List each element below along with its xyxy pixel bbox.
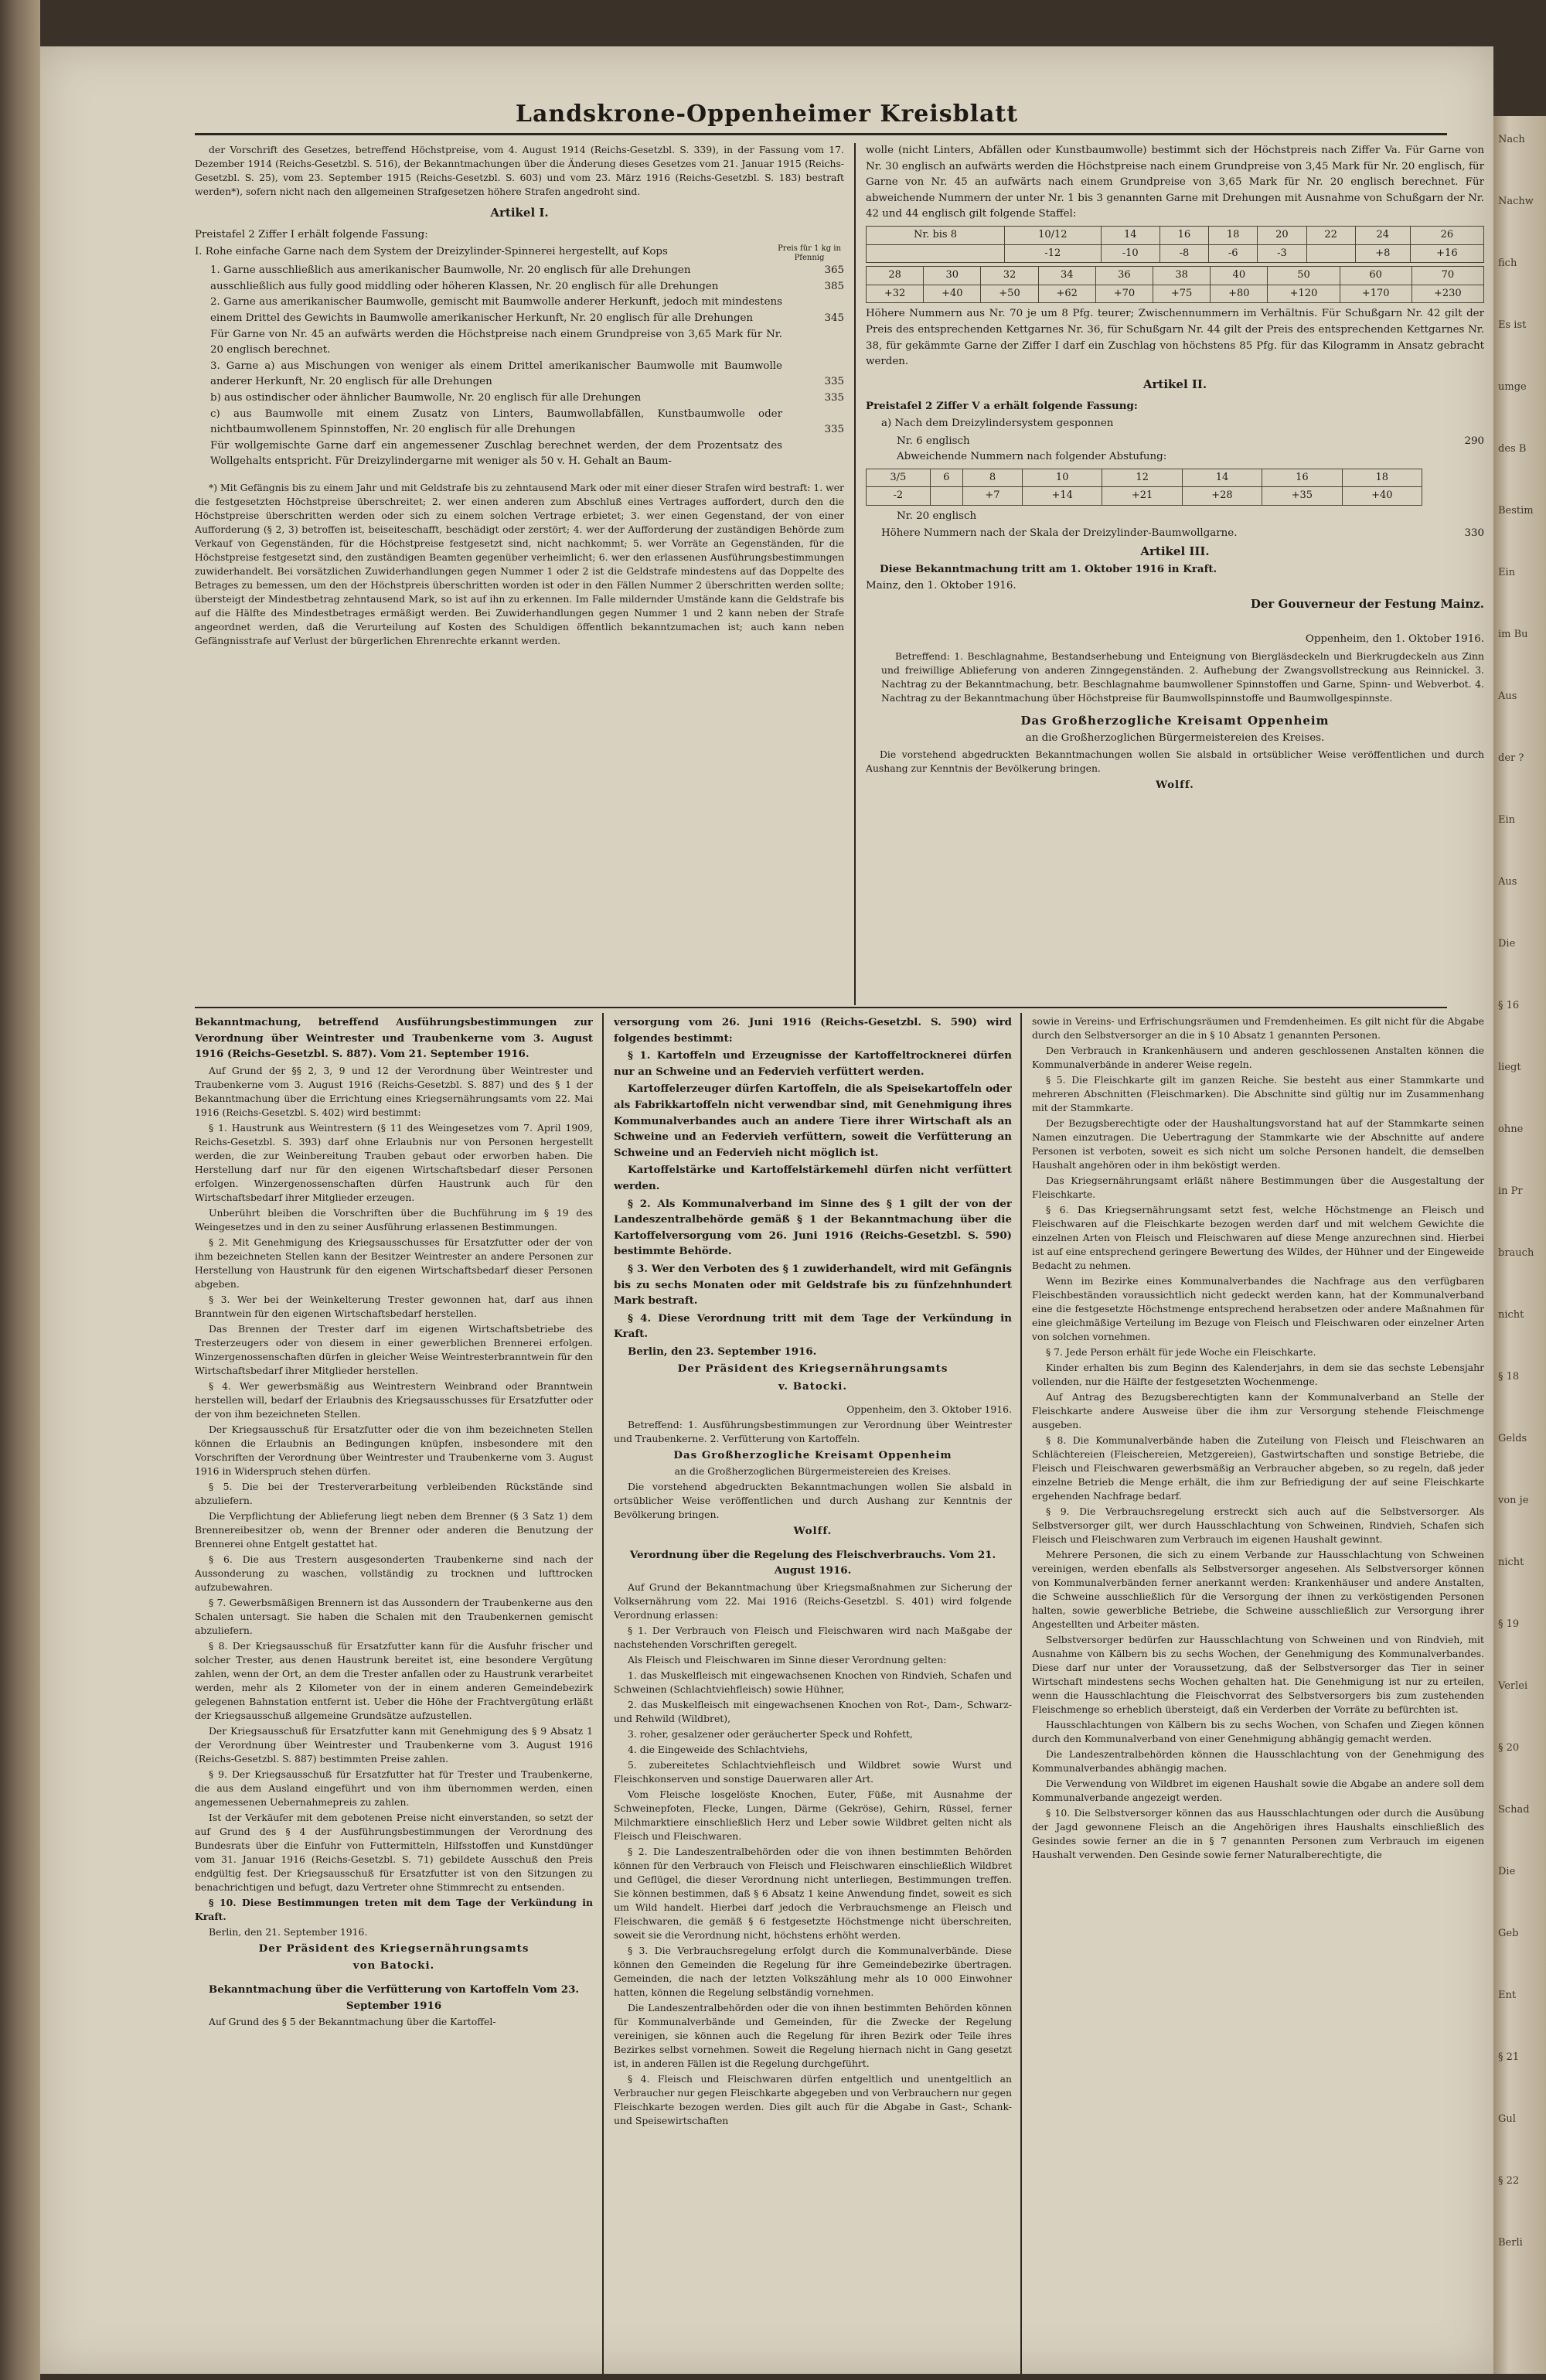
table-cell: 18 — [1209, 226, 1258, 244]
edge-text-line: Gelds — [1498, 1433, 1527, 1444]
edge-text-line: Die — [1498, 1866, 1516, 1877]
table-cell: +8 — [1355, 244, 1410, 263]
paragraph: § 10. Die Selbstversorger können das aus Hausschlachtungen oder durch die Ausübung der Jagd gewonnene Fleisch an die Angehörigen ihres Haushalts einschließlich des Gesindes sowie ferner an die in § 7 genannten Personen zum Verbrauch im eigenen Haushalt verwenden. Den Gesinde sowie ferner Naturalberechtigte, die — [1032, 1807, 1484, 1860]
paragraph: § 9. Der Kriegsausschuß für Ersatzfutter hat für Trester und Traubenkerne, die aus dem Ausland eingeführt und von ihm übernommen werden, einen angemessenen Uebernahmepreis zu zahlen. — [195, 1768, 593, 1808]
price-item-value: 335 — [824, 391, 844, 404]
table-cell: 20 — [1258, 226, 1306, 244]
paragraph: Hausschlachtungen von Kälbern bis zu sechs Wochen, von Schafen und Ziegen können durch den Kommunalverband von einer Genehmigung abhängig gemacht werden. — [1032, 1719, 1484, 1744]
tafel-a: a) Nach dem Dreizylindersystem gesponnen — [881, 417, 1114, 429]
edge-text-line: von je — [1498, 1495, 1529, 1506]
signature: von Batocki. — [352, 1959, 435, 1973]
date-line: Mainz, den 1. Oktober 1916. — [866, 580, 1016, 592]
price-item-text: ausschließlich aus fully good middling oder höheren Klassen, Nr. 20 englisch für alle Drehungen — [210, 280, 719, 292]
table-cell: +16 — [1410, 244, 1483, 263]
bottom-column-2 — [614, 1014, 1012, 2368]
edge-text-line: Nachw — [1498, 196, 1534, 207]
paragraph: Kartoffelerzeuger dürfen Kartoffeln, die als Speisekartoffeln oder als Fabrikkartoffeln nicht verwendbar sind, mit Genehmigung ihres Kommunalverbandes auch an andere Tiere ihrer Wirtschaft als an Schweine und an Federvieh verfüttern, soweit die Verfütterung an Schweine und an Federvieh nicht möglich ist. — [614, 1083, 1012, 1159]
intro-text: wolle (nicht Linters, Abfällen oder Kunstbaumwolle) bestimmt sich der Höchstpreis nach Ziffer Va. Für Garne von Nr. 30 englisch an aufwärts werden die Höchstpreise nach einem Grundpreise von 3,45 Mark für Nr. 20 englisch, für Garne von Nr. 45 an aufwärts nach einem Grundpreise von 3,65 Mark für Nr. 20 englisch berechnet. Für abweichende Nummern der unter Nr. 1 bis 3 genannten Garne mit Drehungen mit Ausnahme von Schußgarn der Nr. 42 und 44 englisch gilt folgende Staffel: — [866, 145, 1484, 220]
table-cell: 28 — [867, 267, 924, 285]
price-item-text: c) aus Baumwolle mit einem Zusatz von Linters, Baumwollabfällen, Kunstbaumwolle oder nichtbaumwollenem Spinnstoffen, Nr. 20 englisch für alle Drehungen — [210, 407, 782, 436]
paragraph: 3. roher, gesalzener oder geräucherter Speck und Rohfett, — [628, 1728, 913, 1741]
paragraph: Kinder erhalten bis zum Beginn des Kalenderjahrs, in dem sie das sechste Lebensjahr vollenden, nur die Hälfte der festgesetzten Wochenmenge. — [1032, 1362, 1484, 1387]
table-cell: +70 — [1095, 285, 1153, 303]
table-cell: -8 — [1160, 244, 1208, 263]
edge-text-line: Gul — [1498, 2113, 1516, 2125]
price-item-text: b) aus ostindischer oder ähnlicher Baumwolle, Nr. 20 englisch für alle Drehungen — [210, 391, 642, 404]
paragraph: 1. das Muskelfleisch mit eingewachsenen Knochen von Rindvieh, Schafen und Schweinen (Schlachtviehfleisch) sowie Hühner, — [614, 1669, 1012, 1696]
price-item-value: 385 — [824, 280, 844, 292]
table-cell: 14 — [1182, 469, 1262, 487]
paragraph: § 8. Der Kriegsausschuß für Ersatzfutter kann für die Ausfuhr frischer und solcher Trester, aus denen Haustrunk bereitet ist, eine besondere Vergütung zahlen, wenn der Ort, an dem die Trester anfallen oder zu Haustrunk verarbeitet werden, mehr als 2 Kilometer von der in einem anderen Gemeindebezirk gelegenen Bahnstation entfernt ist. Ueber die Höhe der Frachtvergütung erläßt der Kriegsausschuß allgemeine Grundsätze aufzustellen. — [195, 1639, 593, 1721]
table-cell — [867, 244, 1005, 263]
edge-text-line: § 16 — [1498, 1000, 1520, 1011]
paragraph: Das Kriegsernährungsamt erläßt nähere Bestimmungen über die Ausgestaltung der Fleischkarte. — [1032, 1175, 1484, 1200]
table-cell: +14 — [1023, 487, 1102, 506]
artikel-heading: Artikel I. — [490, 206, 549, 220]
paragraph: § 7. Jede Person erhält für jede Woche ein Fleischkarte. — [1046, 1346, 1316, 1358]
table-cell: +35 — [1262, 487, 1342, 506]
price-item-value: 335 — [824, 424, 844, 436]
paragraph: 5. zubereitetes Schlachtviehfleisch und Wildbret sowie Wurst und Fleischkonserven und sonstige Dauerwaren aller Art. — [614, 1759, 1012, 1785]
paragraph: § 9. Die Verbrauchsregelung erstreckt sich auch auf die Selbstversorger. Als Selbstversorger gilt, wer durch Hausschlachtung von Schweinen, Rindvieh, Schafen sich Fleisch und Fleischwaren zum Verbrauch im eigenen Haushalt gewinnt. — [1032, 1505, 1484, 1545]
table-cell: -6 — [1209, 244, 1258, 263]
table-cell: +7 — [962, 487, 1022, 506]
price-item-text: 1. Garne ausschließlich aus amerikanischer Baumwolle, Nr. 20 englisch für alle Drehungen — [210, 264, 691, 277]
paragraph: § 4. Fleisch und Fleischwaren dürfen entgeltlich und unentgeltlich an Verbraucher nur gegen Fleischkarte abgegeben und von Verbrauchern nur gegen Fleischkarte bezogen werden. Dies gilt auch für die Abgabe in Gast-, Schank- und Speisewirtschaften — [614, 2073, 1012, 2127]
edge-text-line: Ent — [1498, 1990, 1517, 2001]
edge-text-line: Verlei — [1498, 1680, 1528, 1692]
betreff-text: Betreffend: 1. Ausführungsbestimmungen zur Verordnung über Weintrester und Traubenkerne. 2. Verfütterung von Kartoffeln. — [614, 1418, 1012, 1444]
edge-text-line: des B — [1498, 443, 1527, 455]
paragraph: § 5. Die bei der Tresterverarbeitung verbleibenden Rückstände sind abzuliefern. — [195, 1480, 593, 1506]
table-cell: -10 — [1101, 244, 1160, 263]
table-cell: 14 — [1101, 226, 1160, 244]
paragraph: § 2. Als Kommunalverband im Sinne des § 1 gilt der von der Landeszentralbehörde gemäß § 1 der Bekanntmachung über die Kartoffelversorgung vom 26. Juni 1916 (Reichs-Gesetzbl. S. 590) bestimmte Behörde. — [614, 1197, 1012, 1258]
signature: Wolff. — [793, 1525, 833, 1538]
table-cell: 60 — [1340, 267, 1411, 285]
tafel-text: Preistafel 2 Ziffer V a erhält folgende Fassung: — [866, 400, 1138, 413]
paragraph: Unberührt bleiben die Vorschriften über die Buchführung im § 19 des Weingesetzes und in den zu seiner Ausführung erlassenen Bestimmungen. — [195, 1206, 593, 1233]
price-item — [195, 438, 844, 470]
paragraph: Der Bezugsberechtigte oder der Haushaltungsvorstand hat auf der Stammkarte seinen Namen einzutragen. Die Uebertragung der Stammkarte wie der Abschnitte auf andere Personen ist verboten, soweit es sich nicht um solche Personen handelt, die demselben Haushalt angehören oder in ihm beköstigt werden. — [1032, 1117, 1484, 1171]
table-row — [867, 226, 1484, 244]
authority-signature: Der Präsident des Kriegsernährungsamts — [677, 1362, 948, 1376]
edge-text-line: Aus — [1498, 876, 1517, 888]
tafel-b-row — [866, 434, 1484, 450]
paragraph: Die Verpflichtung der Ablieferung liegt neben dem Brenner (§ 3 Satz 1) dem Brennereibesitzer ob, wenn der Brenner oder anderen die Benutzung der Brennerei ohne Entgelt gestattet hat. — [195, 1509, 593, 1550]
paragraph: Die Landeszentralbehörden können die Hausschlachtung von der Genehmigung des Kommunalverbandes abhängig machen. — [1032, 1748, 1484, 1774]
inkraft-text: Diese Bekanntmachung tritt am 1. Oktober 1916 in Kraft. — [880, 562, 1217, 575]
edge-text-line: Es ist — [1498, 319, 1527, 331]
price-item — [195, 390, 844, 407]
edge-text-line: brauch — [1498, 1247, 1534, 1259]
edge-text-line: § 20 — [1498, 1742, 1520, 1754]
table-cell — [930, 487, 962, 506]
price-item-value: 345 — [824, 312, 844, 324]
price-item — [195, 407, 844, 438]
edge-text-line: in Pr — [1498, 1185, 1523, 1197]
table-cell: 32 — [981, 267, 1038, 285]
signature: v. Batocki. — [778, 1380, 848, 1393]
intro-text: versorgung vom 26. Juni 1916 (Reichs-Gesetzbl. S. 590) wird folgendes bestimmt: — [614, 1016, 1012, 1045]
edge-text-line: Ein — [1498, 567, 1516, 578]
price-item-value: 365 — [824, 264, 844, 277]
paragraph: § 3. Wer den Verboten des § 1 zuwiderhandelt, wird mit Gefängnis bis zu sechs Monaten oder mit Geldstrafe bis zu fünfzehnhundert Mark bestraft. — [614, 1262, 1012, 1308]
paragraph: § 2. Die Landeszentralbehörden oder die von ihnen bestimmten Behörden können für den Verbrauch von Fleisch und Fleischwaren einschließlich Wildbret und Geflügel, die dieser Verordnung nicht unterliegen, Bestimmungen treffen. Sie können bestimmen, daß § 6 Absatz 1 keine Anwendung findet, soweit es sich um Wild handelt. Hierbei darf jedoch die Verbrauchsmenge an Fleisch und Fleischwaren, die gemäß § 6 festgesetzte Höchstmenge nicht überschreiten, soweit sie die Verordnung nicht, höchstens erhöht werden. — [614, 1846, 1012, 1942]
table-cell: +230 — [1411, 285, 1483, 303]
paragraph: Auf Antrag des Bezugsberechtigten kann der Kommunalverband an Stelle der Fleischkarte andere Ausweise über die ihm zur Versorgung stehende Fleischmenge ausgeben. — [1032, 1391, 1484, 1430]
article-title: Bekanntmachung über die Verfütterung von Kartoffeln Vom 23. September 1916 — [208, 1983, 580, 2012]
paragraph: Auf Grund der §§ 2, 3, 9 und 12 der Verordnung über Weintrester und Traubenkerne vom 3. August 1916 (Reichs-Gesetzbl. S. 887) und des § 1 der Bekanntmachung über die Errichtung eines Kriegsernährungsamts vom 22. Mai 1916 (Reichs-Gesetzbl. S. 402) wird bestimmt: — [195, 1064, 593, 1118]
paragraph: Der Kriegsausschuß für Ersatzfutter kann mit Genehmigung des § 9 Absatz 1 der Verordnung über Weintrester und Traubenkerne vom 3. August 1916 (Reichs-Gesetzbl. S. 887) bestimmten Preise zahlen. — [195, 1724, 593, 1765]
table-row — [867, 285, 1484, 303]
edge-text-line: Schad — [1498, 1804, 1530, 1816]
table-cell: 3/5 — [867, 469, 931, 487]
table-cell: 70 — [1411, 267, 1483, 285]
kreisamt-sub: an die Großherzoglichen Bürgermeistereien des Kreises. — [1025, 731, 1325, 744]
article-title: Bekanntmachung, betreffend Ausführungsbestimmungen zur Verordnung über Weintrester und Traubenkerne vom 3. August 1916 (Reichs-Gesetzbl. S. 887). Vom 21. September 1916. — [195, 1016, 593, 1061]
edge-text-line: der ? — [1498, 752, 1524, 764]
table-cell: 36 — [1095, 267, 1153, 285]
bottom-column-3 — [1032, 1014, 1484, 2368]
betreff-text: Betreffend: 1. Beschlagnahme, Bestandserhebung und Enteignung von Biergläsdeckeln und Bierkrugdeckeln aus Zinn und freiwillige Ablieferung von anderen Zinngegenständen. 2. Aufhebung der Zwangsvollstreckung aus Reinnickel. 3. Nachtrag zu der Bekanntmachung, betr. Beschlagnahme baumwollener Spinnstoffen und Garne, Spinn- und Webverbot. 4. Nachtrag zu der Bekanntmachung über Höchstpreise für Baumwollspinnstoffe und Baumwollgespinnste. — [881, 650, 1484, 704]
book-spine — [0, 0, 40, 2380]
tafel-text: Preistafel 2 Ziffer I erhält folgende Fassung: — [195, 228, 428, 240]
edge-text-line: nicht — [1498, 1309, 1524, 1321]
table-cell: 12 — [1102, 469, 1182, 487]
table-cell: 16 — [1160, 226, 1208, 244]
table-cell: -2 — [867, 487, 931, 506]
table-cell: 26 — [1410, 226, 1483, 244]
date-line: Berlin, den 21. September 1916. — [209, 1925, 368, 1938]
table-cell: +170 — [1340, 285, 1411, 303]
table-row — [867, 487, 1422, 506]
paragraph: Auf Grund des § 5 der Bekanntmachung über die Kartoffel- — [209, 2016, 496, 2028]
next-page-edge — [1493, 116, 1546, 2374]
paragraph: § 8. Die Kommunalverbände haben die Zuteilung von Fleisch und Fleischwaren an Schlächtereien (Fleischereien, Metzgereien), Gastwirtschaften und sonstige Betriebe, die Fleisch und Fleischwaren gewerbsmäßig an Verbraucher abgeben, so zu regeln, daß jeder einzelne Betrieb die Menge erhält, die ihm zur Befriedigung der auf seine Fleischkarte ergehenden Nachfrage bedarf. — [1032, 1434, 1484, 1502]
kreisamt-heading: Das Großherzogliche Kreisamt Oppenheim — [1020, 714, 1330, 728]
price-item-text: Für Garne von Nr. 45 an aufwärts werden die Höchstpreise nach einem Grundpreise von 3,65 Mark für Nr. 20 englisch berechnet. — [210, 328, 782, 356]
authority-signature: Der Präsident des Kriegsernährungsamts — [258, 1942, 530, 1955]
artikel-heading: Artikel II. — [1142, 377, 1207, 391]
newspaper-page — [40, 46, 1493, 2374]
roh-text: I. Rohe einfache Garne nach dem System der Dreizylinder-Spinnerei hergestellt, auf Kops — [195, 246, 668, 258]
tafel-d: Nr. 20 englisch — [897, 510, 977, 522]
table-cell: +50 — [981, 285, 1038, 303]
paragraph: § 1. Kartoffeln und Erzeugnisse der Kartoffeltrocknerei dürfen nur an Schweine und an Federvieh verfüttert werden. — [614, 1049, 1012, 1078]
table-cell: +28 — [1182, 487, 1262, 506]
edge-text-line: Nach — [1498, 134, 1525, 145]
table-cell: -3 — [1258, 244, 1306, 263]
paragraph: Wenn im Bezirke eines Kommunalverbandes die Nachfrage aus den verfügbaren Fleischbeständen voraussichtlich nicht gedeckt werden kann, hat der Kommunalverband eine die festgesetzte Höchstmenge entsprechend herabsetzen oder andere Maßnahmen für eine gleichmäßige Verteilung im Bezuge von Fleisch und Fleischwaren oder einzelner Arten von solchen vornehmen. — [1032, 1275, 1484, 1342]
table-cell: +40 — [924, 285, 981, 303]
edge-text-line: fich — [1498, 257, 1517, 269]
top-left-column — [195, 143, 844, 1001]
kreisamt-text: Die vorstehend abgedruckten Bekanntmachungen wollen Sie alsbald in ortsüblicher Weise veröffentlichen und durch Aushang zur Kenntnis der Bevölkerung bringen. — [614, 1481, 1012, 1521]
table-cell: 50 — [1268, 267, 1340, 285]
tafel-b-price: 290 — [1464, 435, 1484, 447]
table-row — [867, 469, 1422, 487]
edge-text-line: Ein — [1498, 814, 1516, 826]
date-line: Oppenheim, den 3. Oktober 1916. — [846, 1403, 1012, 1415]
paragraph: § 10. Diese Bestimmungen treten mit dem Tage der Verkündung in Kraft. — [195, 1896, 593, 1922]
paragraph: Den Verbrauch in Krankenhäusern und anderen geschlossenen Anstalten können die Kommunalverbände in anderer Weise regeln. — [1032, 1045, 1484, 1070]
kreisamt-text: Die vorstehend abgedruckten Bekanntmachungen wollen Sie alsbald in ortsüblicher Weise veröffentlichen und durch Aushang zur Kenntnis der Bevölkerung bringen. — [866, 748, 1484, 775]
paragraph: § 7. Gewerbsmäßigen Brennern ist das Aussondern der Traubenkerne aus den Schalen untersagt. Sie haben die Schalen mit den Traubenkernen gemischt abzuliefern. — [195, 1596, 593, 1636]
table-cell: +21 — [1102, 487, 1182, 506]
paragraph: § 6. Die aus Trestern ausgesonderten Traubenkerne sind nach der Aussonderung zu waschen, vollständig zu trocknen und lufttrocken aufzubewahren. — [195, 1553, 593, 1593]
table-cell: 18 — [1342, 469, 1422, 487]
edge-text-line: Die — [1498, 938, 1516, 950]
price-item — [195, 279, 844, 295]
edge-text-line: Aus — [1498, 690, 1517, 702]
paragraph: § 5. Die Fleischkarte gilt im ganzen Reiche. Sie besteht aus einer Stammkarte und mehreren Abschnitten (Fleischmarken). Die Abschnitte sind gültig nur im Zusammenhang mit der Stammkarte. — [1032, 1074, 1484, 1113]
intro-text: der Vorschrift des Gesetzes, betreffend Höchstpreise, vom 4. August 1914 (Reichs-Gesetzbl. S. 339), in der Fassung vom 17. Dezember 1914 (Reichs-Gesetzbl. S. 516), der Bekanntmachungen über die Änderung dieses Gesetzes vom 21. Januar 1915 (Reichs-Gesetzbl. S. 25), vom 23. September 1915 (Reichs-Gesetzbl. S. 603) und vom 23. März 1916 (Reichs-Gesetzbl. S. 183) bestraft werden*), sofern nicht nach den allgemeinen Strafgesetzen höhere Strafen angedroht sind. — [195, 144, 844, 197]
paragraph: § 6. Das Kriegsernährungsamt setzt fest, welche Höchstmenge an Fleisch und Fleischwaren auf die Fleischkarte bezogen werden darf und mit welchem Gewichte die einzelnen Arten von Fleisch und Fleischwaren auf diese Menge anzurechnen sind. Hierbei ist auf eine entsprechend geringere Bewertung des Wildes, der Hühner und der Eingeweide Bedacht zu nehmen. — [1032, 1204, 1484, 1271]
roh-row — [195, 244, 844, 263]
table-row — [867, 267, 1484, 285]
paragraph: Selbstversorger bedürfen zur Hausschlachtung von Schweinen und von Rindvieh, mit Ausnahme von Kälbern bis zu sechs Wochen, der Genehmigung des Kommunalverbandes. Diese darf nur unter der Voraussetzung, daß der Selbstversorger das Tier in seiner Wirtschaft mindestens sechs Wochen gehalten hat. Die Genehmigung ist nur zu erteilen, wenn die Hausschlachtung die Fleischvorrat des Selbstversorgers bis zum zustehenden Fleischmenge so erheblich übersteigt, daß ein Verderben der Vorräte zu befürchten ist. — [1032, 1634, 1484, 1715]
paragraph: § 1. Haustrunk aus Weintrestern (§ 11 des Weingesetzes vom 7. April 1909, Reichs-Gesetzbl. S. 393) darf ohne Erlaubnis nur von Personen hergestellt werden, die zur Weinbereitung Trauben gebaut oder erworben haben. Die Herstellung darf nur für den eigenen Wirtschaftsbedarf dieser Personen erfolgen. Winzergenossenschaften dürfen Haustrunk auch für den Wirtschaftsbedarf ihrer Mitglieder erzeugen. — [195, 1121, 593, 1203]
staffel-table-2 — [866, 266, 1484, 303]
kreisamt-heading: Das Großherzogliche Kreisamt Oppenheim — [673, 1448, 952, 1461]
edge-text-line: § 22 — [1498, 2175, 1520, 2187]
bottom-divider-2 — [1020, 1013, 1022, 2374]
table-cell: +62 — [1038, 285, 1095, 303]
price-header: Preis für 1 kg in Pfennig — [778, 244, 841, 263]
paragraph: Ist der Verkäufer mit dem gebotenen Preise nicht einverstanden, so setzt der auf Grund des § 4 der Ausführungsbestimmungen der Verordnung des Bundesrats über die Einfuhr von Futtermitteln, Hilfsstoffen und Kunstdünger vom 31. Januar 1916 (Reichs-Gesetzbl. S. 71) gebildete Ausschuß den Preis endgültig fest. Der Kriegsausschuß für Ersatzfutter ist von den Sitzungen zu benachrichtigen und befugt, dazu Vertreter ohne Stimmrecht zu entsenden. — [195, 1811, 593, 1893]
edge-text-line: im Bu — [1498, 629, 1528, 640]
table-cell: 24 — [1355, 226, 1410, 244]
table-cell — [1306, 244, 1355, 263]
table-cell: 38 — [1153, 267, 1211, 285]
top-column-divider — [854, 143, 856, 1005]
paragraph: Mehrere Personen, die sich zu einem Verbande zur Hausschlachtung von Schweinen vereinigen, werden ebenfalls als Selbstversorger angesehen. Als Selbstversorger können von Kommunalverbänden ferner anerkannt werden: Krankenhäuser und andere Anstalten, die Schweine ausschließlich für die Versorgung der ihnen zu verköstigenden Personen halten, sowie gewerbliche Betriebe, die Schweine ausschließlich zur Versorgung ihrer Angestellten und Arbeiter mästen. — [1032, 1549, 1484, 1630]
price-item-text: 2. Garne aus amerikanischer Baumwolle, gemischt mit Baumwolle anderer Herkunft, jedoch mit mindestens einem Drittel des Gewichts in Baumwolle amerikanischer Herkunft, Nr. 20 englisch für alle Drehungen — [210, 296, 782, 324]
paragraph: Das Brennen der Trester darf im eigenen Wirtschaftsbetriebe des Tresterzeugers oder von diesem in einer gewerblichen Brennerei erfolgen. Winzergenossenschaften dürfen in gleicher Weise Weintresterbranntwein für den Wirtschaftsbedarf ihrer Mitglieder herstellen. — [195, 1322, 593, 1376]
authority-signature: Der Gouverneur der Festung Mainz. — [1250, 596, 1484, 611]
price-item-text: Für wollgemischte Garne darf ein angemessener Zuschlag berechnet werden, der dem Prozentsatz des Wollgehalts entspricht. Für Dreizylindergarne mit weniger als 50 v. H. Gehalt an Baum- — [210, 439, 782, 468]
price-item — [195, 327, 844, 359]
table-cell: 8 — [962, 469, 1022, 487]
edge-text-line: § 21 — [1498, 2051, 1520, 2063]
footnote: *) Mit Gefängnis bis zu einem Jahr und mit Geldstrafe bis zu zehntausend Mark oder mit einer dieser Strafen wird bestraft: 1. wer die festgesetzten Höchstpreise überschreitet; 2. wer einen anderen zum Abschluß eines Vertrages auffordert, durch den die Höchstpreise überschritten werden oder sich zu einem solchen Vertrage erbietet; 3. wer einen Gegenstand, der von einer Aufforderung (§ 2, 3) betroffen ist, beiseiteschafft, beschädigt oder zerstört; 4. wer der Aufforderung der zuständigen Behörde zum Verkauf von Gegenständen, für die Höchstpreise festgesetzt sind, nicht nachkommt; 5. wer Vorräte an Gegenständen, für die Höchstpreise festgesetzt sind, den zuständigen Beamten gegenüber verheimlicht; 6. wer den erlassenen Ausführungsbestimmungen zuwiderhandelt. Bei vorsätzlichen Zuwiderhandlungen gegen Nummer 1 oder 2 ist die Geldstrafe mindestens auf das Doppelte des Betrages zu bemessen, um den der Höchstpreis überschritten worden ist oder in den Fällen Nummer 2 überschritten werden sollte; übersteigt der Mindestbetrag zehntausend Mark, so ist auf ihn zu erkennen. Im Falle mildernder Umstände kann die Geldstrafe bis auf die Hälfte des Mindestbetrages ermäßigt werden. Bei Zuwiderhandlungen gegen Nummer 1 und 2 kann neben der Strafe angeordnet werden, daß die Verurteilung auf Kosten des Schuldigen öffentlich bekanntzumachen ist; auch kann neben Gefängnisstrafe auf Verlust der bürgerlichen Ehrenrechte erkannt werden. — [195, 481, 844, 646]
tafel-e: Höhere Nummern nach der Skala der Dreizylinder-Baumwollgarne. — [881, 527, 1238, 540]
price-item — [195, 263, 844, 279]
tafel-e-row — [866, 526, 1484, 542]
edge-text-line: § 18 — [1498, 1371, 1520, 1383]
page-title: Landskrone-Oppenheimer Kreisblatt — [515, 101, 1019, 128]
paragraph: Auf Grund der Bekanntmachung über Kriegsmaßnahmen zur Sicherung der Volksernährung vom 22. Mai 1916 (Reichs-Gesetzbl. S. 401) wird folgende Verordnung erlassen: — [614, 1581, 1012, 1621]
table-cell: 6 — [930, 469, 962, 487]
price-item-value: 335 — [824, 376, 844, 388]
table-cell: 40 — [1211, 267, 1268, 285]
table-cell: +80 — [1211, 285, 1268, 303]
edge-text-line: nicht — [1498, 1557, 1524, 1568]
paragraph: 4. die Eingeweide des Schlachtviehs, — [628, 1744, 809, 1756]
paragraph: § 3. Wer bei der Weinkelterung Trester gewonnen hat, darf aus ihnen Branntwein für den eigenen Wirtschaftsbedarf herstellen. — [195, 1293, 593, 1319]
bottom-divider-1 — [602, 1013, 604, 2374]
paragraph: Die Verwendung von Wildbret im eigenen Haushalt sowie die Abgabe an andere soll dem Kommunalverbande angezeigt werden. — [1032, 1778, 1484, 1803]
edge-text-line: Geb — [1498, 1928, 1519, 1939]
kreisamt-sub: an die Großherzoglichen Bürgermeistereien des Kreises. — [674, 1465, 952, 1478]
table-cell: Nr. bis 8 — [867, 226, 1005, 244]
price-item — [195, 359, 844, 390]
top-right-column — [866, 143, 1484, 1001]
table-cell: +120 — [1268, 285, 1340, 303]
table-cell: 30 — [924, 267, 981, 285]
table-cell: 22 — [1306, 226, 1355, 244]
paragraph: § 1. Der Verbrauch von Fleisch und Fleischwaren wird nach Maßgabe der nachstehenden Vorschriften geregelt. — [614, 1625, 1012, 1651]
staffel-table-1 — [866, 226, 1484, 263]
staffel-table-3 — [866, 469, 1422, 506]
edge-text-line: Berli — [1498, 2237, 1523, 2249]
table-cell: +75 — [1153, 285, 1211, 303]
edge-text-line: liegt — [1498, 1062, 1521, 1073]
paragraph: sowie in Vereins- und Erfrischungsräumen und Fremdenheimen. Es gilt nicht für die Abgabe durch den Selbstversorger an die in § 10 Absatz 1 genannten Personen. — [1032, 1015, 1484, 1041]
table-cell: 10 — [1023, 469, 1102, 487]
tafel-e-price: 330 — [1464, 527, 1484, 540]
table-row — [867, 244, 1484, 263]
bottom-column-1 — [195, 1014, 593, 2368]
paragraph: Die Landeszentralbehörden oder die von ihnen bestimmten Behörden können für Kommunalverbände und Gemeinden, für die Zwecke der Regelung vereinigen, sie können auch die Regelung für ihren Bezirk oder Teile ihres Bezirkes selbst vornehmen. Soweit die Regelung hiernach nicht in Gang gesetzt ist, in anderen Fällen ist die Regelung durchgeführt. — [614, 2002, 1012, 2070]
table-cell: 16 — [1262, 469, 1342, 487]
table-cell: 10/12 — [1005, 226, 1102, 244]
edge-text-line: ohne — [1498, 1124, 1524, 1135]
table-cell: 34 — [1038, 267, 1095, 285]
paragraph: Vom Fleische losgelöste Knochen, Euter, Füße, mit Ausnahme der Schweinepfoten, Flecke, Lungen, Därme (Gekröse), Gehirn, Rüssel, ferner Milchmarktiere einschließlich Herz und Leber sowie Wildbret gelten nicht als Fleisch und Fleischwaren. — [614, 1788, 1012, 1843]
table-cell: +40 — [1342, 487, 1422, 506]
edge-text-line: umge — [1498, 381, 1527, 393]
paragraph: § 2. Mit Genehmigung des Kriegsausschusses für Ersatzfutter oder der von ihm bezeichneten Stellen kann der Besitzer Weintrester an andere Personen zur Herstellung von Haustrunk für den eigenen Wirtschaftsbedarf dieser Personen abgeben. — [195, 1236, 593, 1290]
masthead-rule — [195, 133, 1447, 135]
section-divider — [195, 1007, 1447, 1008]
date-line: Berlin, den 23. September 1916. — [628, 1345, 817, 1358]
tafel-b: Nr. 6 englisch — [897, 435, 970, 447]
paragraph: § 3. Die Verbrauchsregelung erfolgt durch die Kommunalverbände. Diese können den Gemeinden die Regelung für ihre Gemeindebezirke übertragen. Gemeinden, die nach der letzten Volkszählung mehr als 10 000 Einwohner hatten, können die Regelung selbständig vornehmen. — [614, 1945, 1012, 1999]
date-line: Oppenheim, den 1. Oktober 1916. — [1305, 633, 1484, 646]
paragraph: Als Fleisch und Fleischwaren im Sinne dieser Verordnung gelten: — [628, 1654, 947, 1666]
article-title: Verordnung über die Regelung des Fleischverbrauchs. Vom 21. August 1916. — [629, 1548, 996, 1577]
artikel-heading: Artikel III. — [1140, 544, 1210, 559]
table-cell: +32 — [867, 285, 924, 303]
tafel-c: Abweichende Nummern nach folgender Abstufung: — [897, 451, 1167, 463]
edge-text-line: Bestim — [1498, 505, 1534, 517]
edge-text-line: § 19 — [1498, 1618, 1520, 1630]
paragraph: § 4. Diese Verordnung tritt mit dem Tage der Verkündung in Kraft. — [614, 1311, 1012, 1341]
paragraph: 2. das Muskelfleisch mit eingewachsenen Knochen von Rot-, Dam-, Schwarz- und Rehwild (Wildbret), — [614, 1699, 1012, 1725]
paragraph: Der Kriegsausschuß für Ersatzfutter oder die von ihm bezeichneten Stellen können die Erlaubnis an Bedingungen knüpfen, insbesondere mit den Vorschriften der Verordnung über Weintrester und Traubenkerne vom 3. August 1916 in Widerspruch stehen dürfen. — [195, 1423, 593, 1477]
price-item — [195, 295, 844, 326]
paragraph: § 4. Wer gewerbsmäßig aus Weintrestern Weinbrand oder Branntwein herstellen will, bedarf der Erlaubnis des Kriegsausschusses für Ersatzfutter oder der von ihm bezeichneten Stellen. — [195, 1379, 593, 1420]
price-item-text: 3. Garne a) aus Mischungen von weniger als einem Drittel amerikanischer Baumwolle mit Baumwolle anderer Herkunft, Nr. 20 englisch für alle Drehungen — [210, 360, 782, 388]
paragraph: Kartoffelstärke und Kartoffelstärkemehl dürfen nicht verfüttert werden. — [614, 1164, 1012, 1192]
table-cell: -12 — [1005, 244, 1102, 263]
after-text: Höhere Nummern aus Nr. 70 je um 8 Pfg. teurer; Zwischennummern im Verhältnis. Für Schußgarn Nr. 42 gilt der Preis des entsprechenden Kettgarnes Nr. 36, für Schußgarn Nr. 44 gilt der Preis des entsprechenden Kettgarnes Nr. 38, für gekämmte Garne der Ziffer I darf ein Zuschlag von höchstens 85 Pfg. für das Kilogramm in Ansatz gebracht werden. — [866, 308, 1484, 368]
signature: Wolff. — [1156, 779, 1194, 792]
